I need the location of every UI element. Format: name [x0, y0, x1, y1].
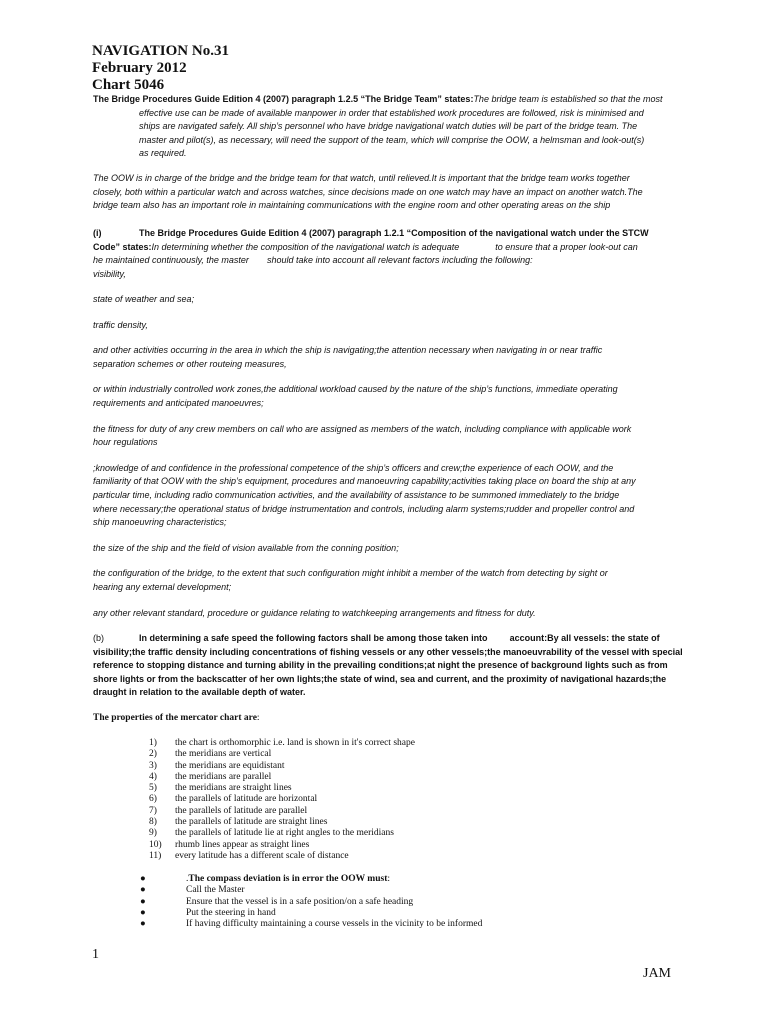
- factor-item: and other activities occurring in the area in which the ship is navigating;the attention necessary when navigating in or near traffic separation schemes or other routeing measures,: [93, 345, 603, 369]
- mercator-properties-list: [149, 738, 415, 862]
- bullet-icon: ●: [140, 896, 146, 907]
- list-item: 4) the meridians are parallel: [149, 771, 272, 782]
- bullet-icon: ●: [140, 919, 146, 930]
- page-number: 1: [92, 947, 99, 962]
- list-item: 8) the parallels of latitude are straight lines: [149, 817, 328, 828]
- section-b-line: visibility;the traffic density including concentrations of fishing vessels or any other vessels;the manoeuvrability of the vessel with special: [93, 646, 683, 657]
- list-item: 2) the meridians are vertical: [149, 749, 272, 760]
- list-item: 6) the parallels of latitude are horizontal: [149, 794, 318, 805]
- section-b-line: draught in relation to the available depth of water.: [93, 687, 306, 698]
- list-item: 9) the parallels of latitude lie at right angles to the meridians: [149, 828, 394, 839]
- bpg-quote-line: as required.: [139, 148, 187, 159]
- factor-item: any other relevant standard, procedure or guidance relating to watchkeeping arrangements and fitness for duty.: [93, 607, 536, 618]
- section-b-line: shore lights or from the backscatter of her own lights;the state of wind, sea and current, and the proximity of navigational hazards;the: [93, 673, 667, 684]
- bpg-quote-text-start: The bridge team is established so that the most: [473, 94, 663, 104]
- chart-reference: Chart 5046: [92, 77, 165, 93]
- factors-list: [93, 293, 693, 620]
- section-i: [93, 227, 693, 281]
- section-i-title-cont: Code” states:: [93, 241, 152, 252]
- list-item: 5) the meridians are straight lines: [149, 783, 292, 794]
- section-b-marker: (b): [93, 633, 104, 643]
- factor-item: traffic density,: [93, 319, 148, 330]
- bpg-quote-line: ships are navigated safely. All ship’s personnel who have bridge navigational watch duties will be part of the bridge team. The: [139, 121, 638, 132]
- bpg-quote-line: master and pilot(s), as necessary, will need the support of the team, which will comprise the OOW, a helmsman and look-out(s): [139, 134, 645, 145]
- list-item: ● Ensure that the vessel is in a safe position/on a safe heading: [140, 896, 414, 907]
- section-b: [93, 632, 693, 700]
- mercator-heading: The properties of the mercator chart are: [93, 713, 257, 723]
- mercator-heading-row: [93, 713, 260, 724]
- list-item: 3) the meridians are equidistant: [149, 760, 285, 771]
- factor-item: ;knowledge of and confidence in the professional competence of the ship’s officers and crew;the experience of each OOW, and the familiarity of that OOW with the ship’s equipment, procedures and manoeuvring capability;activities taking place on board the ship at any particular time, including radio communication activities, and the availability of assistance to be summoned immediately to the bridge where necessary;the operational status of bridge instrumentation and controls, including alarm systems;rudder and propeller control and ship manoeuvring characteristics;: [93, 462, 636, 528]
- bullet-icon: ●: [140, 885, 146, 896]
- section-i-intro-a: In determining whether the composition of the navigational watch is adequate: [151, 241, 460, 252]
- bpg-quote-line: effective use can be made of available manpower in order that established work procedures are followed, risk is minimised and: [139, 107, 644, 118]
- oow-line: The OOW is in charge of the bridge and the bridge team for that watch, until relieved.It is important that the bridge team works together: [93, 173, 630, 183]
- factor-item: the configuration of the bridge, to the extent that such configuration might inhibit a member of the watch from detecting by sight or hearing any external development;: [93, 568, 608, 592]
- section-i-title: The Bridge Procedures Guide Edition 4 (2007) paragraph 1.2.1 “Composition of the navigational watch under the STCW: [139, 228, 649, 238]
- document-date: February 2012: [92, 60, 187, 76]
- compass-heading: The compass deviation is in error the OOW must: [188, 874, 388, 884]
- factor-item: the size of the ship and the field of vision available from the conning position;: [93, 542, 399, 553]
- compass-deviation-list: [140, 874, 482, 930]
- section-b-intro-cont: account:By all vessels: the state of: [509, 633, 660, 643]
- list-item: ● If having difficulty maintaining a course vessels in the vicinity to be informed: [140, 919, 483, 930]
- section-i-intro-c: he maintained continuously, the master: [93, 255, 249, 266]
- list-item: ● Put the steering in hand: [140, 907, 276, 918]
- bpg-quote-paragraph: [93, 93, 693, 161]
- section-b-intro: In determining a safe speed the following factors shall be among those taken into: [139, 633, 488, 643]
- list-item: ● Call the Master: [140, 885, 245, 896]
- bpg-quote-lead: The Bridge Procedures Guide Edition 4 (2007) paragraph 1.2.5 “The Bridge Team” states:: [93, 94, 474, 104]
- section-i-intro-d: should take into account all relevant factors including the following:: [266, 255, 533, 266]
- factor-visibility: visibility,: [93, 268, 126, 279]
- bullet-icon: ●: [140, 907, 146, 918]
- oow-line: bridge team also has an important role in maintaining communications with the engine room and other operating areas on the ship: [93, 200, 611, 211]
- factor-item: or within industrially controlled work zones,the additional workload caused by the nature of the ship’s functions, immediate operating requirements and anticipated manoeuvres;: [93, 384, 618, 408]
- section-b-line: reference to stopping distance and turning ability in the prevailing conditions;at night the presence of background lights such as from: [93, 660, 668, 671]
- list-item: 11) every latitude has a different scale of distance: [149, 850, 349, 861]
- mercator-heading-colon: :: [256, 713, 260, 723]
- factor-item: state of weather and sea;: [93, 294, 195, 304]
- list-item: 7) the parallels of latitude are parallel: [149, 805, 308, 816]
- bullet-icon: ●: [140, 874, 146, 884]
- section-i-marker: (i): [93, 228, 102, 238]
- compass-heading-item: ● .The compass deviation is in error the OOW must:: [140, 874, 390, 884]
- oow-line: closely, both within a particular watch and across watches, since decisions made on one watch may have an impact on another watch.The: [93, 186, 643, 197]
- list-item: 1) the chart is orthomorphic i.e. land is shown in it's correct shape: [149, 738, 415, 748]
- oow-paragraph: [93, 172, 693, 213]
- list-item: 10) rhumb lines appear as straight lines: [149, 839, 310, 850]
- factor-item: the fitness for duty of any crew members on call who are assigned as members of the watch, including compliance with applicable work hour regulations: [93, 423, 632, 448]
- author-initials: JAM: [643, 966, 672, 981]
- section-i-intro-b: to ensure that a proper look-out can: [495, 241, 638, 252]
- document-title: NAVIGATION No.31: [92, 43, 229, 59]
